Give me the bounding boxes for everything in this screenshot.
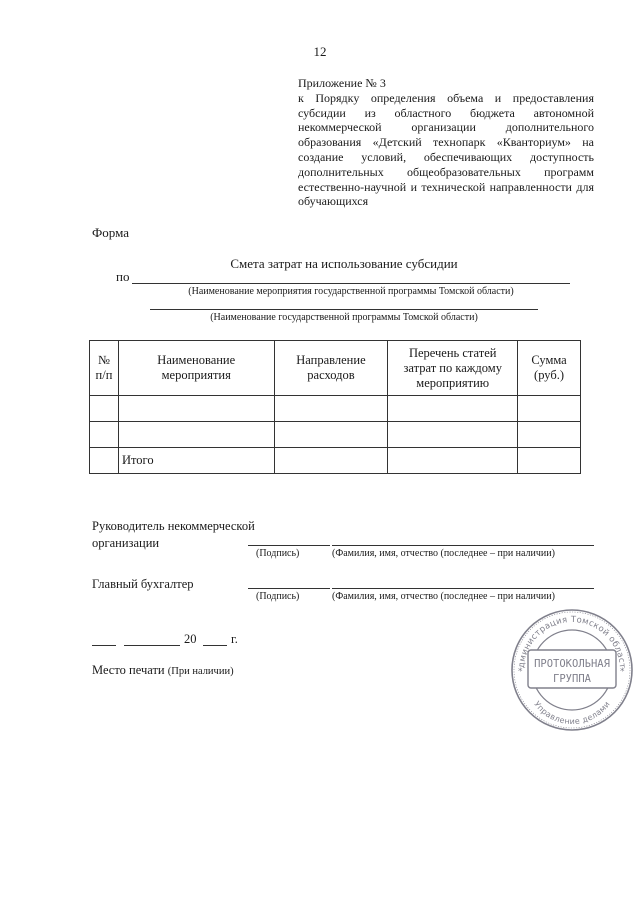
appendix-block: [298, 76, 594, 209]
table-cell: [274, 448, 388, 474]
page-number: 12: [313, 44, 327, 59]
date-year-line: [203, 645, 227, 646]
header-expense-direction: Направление расходов: [274, 341, 388, 396]
table-total-row: [90, 448, 581, 474]
table-header-row: [90, 341, 581, 396]
date-day-line: [92, 645, 116, 646]
table-cell: [388, 396, 518, 422]
head-signature-caption: (Подпись): [256, 548, 300, 559]
event-name-caption: (Наименование мероприятия государственной программы Томской области): [188, 286, 514, 297]
head-label-line1: Руководитель некоммерческой: [92, 519, 255, 533]
head-name-line: [332, 545, 594, 546]
header-sum: Сумма (руб.): [518, 341, 581, 396]
table-row: [90, 422, 581, 448]
header-cost-items: Перечень статей затрат по каждому мероприятию: [388, 341, 518, 396]
accountant-name-line: [332, 588, 594, 589]
table-cell: [90, 396, 119, 422]
appendix-text: к Порядку определения объема и предоставления субсидии из областного бюджета автономной некоммерческой организации дополнительного образования «Детский технопарк «Кванториум» на создание условий, обеспечивающих доступность дополнительных общеобразовательных программ естественно-научной и технической направленности для обучающихся: [298, 90, 594, 209]
date-month-line: [124, 645, 180, 646]
seal-place-label: Место печати: [92, 663, 165, 677]
head-signature-line: [248, 545, 330, 546]
table-cell: [118, 422, 274, 448]
table-cell: [118, 396, 274, 422]
program-name-caption: (Наименование государственной программы Томской области): [210, 312, 478, 323]
table-cell: [388, 448, 518, 474]
table-cell: [518, 448, 581, 474]
event-name-line: [132, 283, 570, 284]
stamp-center-line2: ГРУППА: [553, 673, 591, 685]
head-label: [92, 518, 255, 552]
table-cell: [274, 422, 388, 448]
accountant-signature-caption: (Подпись): [256, 591, 300, 602]
estimate-table: [89, 340, 581, 474]
header-number: № п/п: [90, 341, 119, 396]
stamp-graphic: [506, 604, 638, 736]
accountant-name-caption: (Фамилия, имя, отчество (последнее – при наличии): [332, 591, 555, 602]
date-year-prefix: 20: [184, 632, 197, 646]
head-name-caption: (Фамилия, имя, отчество (последнее – при наличии): [332, 548, 555, 559]
table-row: [90, 396, 581, 422]
seal-place: [92, 663, 234, 678]
appendix-title: Приложение № 3: [298, 76, 386, 90]
seal-place-note: (При наличии): [167, 666, 234, 677]
stamp-ring-text: дминистрация Томской област: [516, 614, 628, 669]
table-cell: [388, 422, 518, 448]
stamp-center-line1: ПРОТОКОЛЬНАЯ: [534, 658, 610, 670]
table-cell: [274, 396, 388, 422]
table-cell: [90, 448, 119, 474]
table-cell: [90, 422, 119, 448]
header-event-name: Наименование мероприятия: [118, 341, 274, 396]
head-label-line2: организации: [92, 536, 160, 550]
stamp-star-left: *: [518, 667, 523, 677]
form-label: Форма: [92, 225, 129, 240]
date-year-suffix: г.: [231, 632, 238, 646]
accountant-label: Главный бухгалтер: [92, 577, 194, 591]
table-cell: [518, 396, 581, 422]
program-name-line: [150, 309, 538, 310]
total-label: Итого: [118, 448, 274, 474]
official-stamp: [506, 604, 638, 736]
document-title: Смета затрат на использование субсидии: [230, 256, 458, 271]
po-label: по: [116, 269, 130, 284]
stamp-star-right: *: [620, 667, 625, 677]
accountant-signature-line: [248, 588, 330, 589]
table-cell: [518, 422, 581, 448]
stamp-bottom-text: Управление делами: [532, 699, 612, 727]
